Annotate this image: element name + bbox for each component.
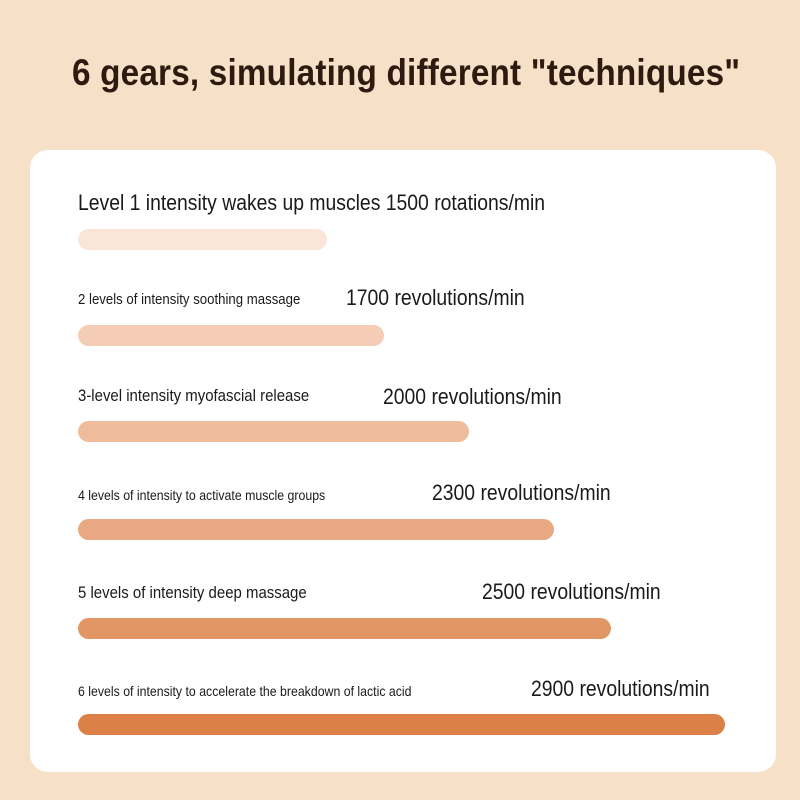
- level-row-1: [30, 185, 776, 275]
- level-rpm-6: 2900 revolutions/min: [531, 676, 710, 701]
- level-rpm-5: 2500 revolutions/min: [482, 579, 661, 604]
- level-rpm-3: 2000 revolutions/min: [383, 384, 562, 409]
- level-label-1: Level 1 intensity wakes up muscles 1500 rotations/min: [78, 190, 546, 215]
- level-label-5: 5 levels of intensity deep massage: [78, 583, 307, 602]
- level-row-3: [30, 380, 776, 470]
- level-bar-3: [78, 421, 469, 442]
- page-title: 6 gears, simulating different "techniques": [72, 52, 741, 93]
- level-bar-5: [78, 618, 611, 639]
- level-row-2: [30, 283, 776, 373]
- level-row-6: [30, 674, 776, 764]
- level-bar-4: [78, 519, 554, 540]
- level-bar-2: [78, 325, 384, 346]
- level-label-2: 2 levels of intensity soothing massage: [78, 291, 301, 308]
- levels-card: [30, 150, 776, 772]
- level-row-4: [30, 478, 776, 568]
- level-rpm-4: 2300 revolutions/min: [432, 480, 611, 505]
- level-label-3: 3-level intensity myofascial release: [78, 386, 310, 405]
- level-bar-1: [78, 229, 327, 250]
- level-row-5: [30, 576, 776, 666]
- level-bar-6: [78, 714, 725, 735]
- level-label-4: 4 levels of intensity to activate muscle groups: [78, 487, 326, 503]
- level-rpm-2: 1700 revolutions/min: [346, 285, 525, 310]
- level-label-6: 6 levels of intensity to accelerate the breakdown of lactic acid: [78, 683, 412, 699]
